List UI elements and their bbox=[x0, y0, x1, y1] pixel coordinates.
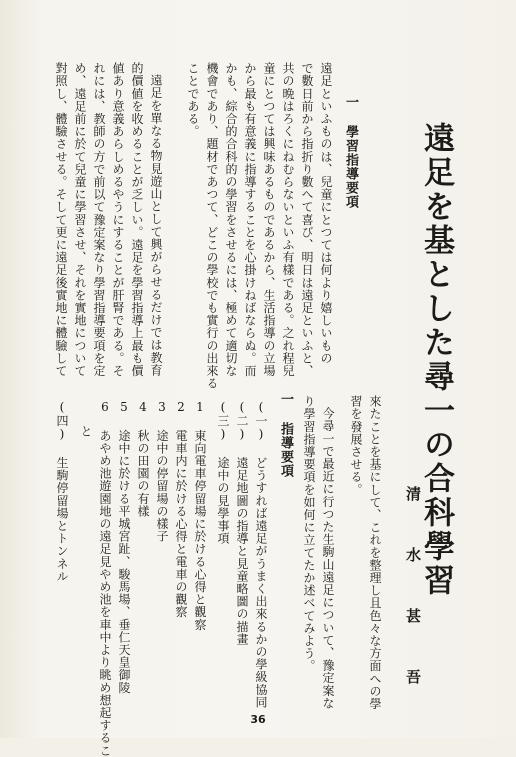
list-item: 6 あやめ池遊園地の遠足見やめ池を車中より眺め想起するこ bbox=[98, 400, 112, 757]
list-item: (三) 途中の見學事項 bbox=[216, 400, 230, 545]
body-column: 共の晩はろくにねむらないといふ有樣である。之れ程兒 bbox=[281, 62, 295, 377]
body-column: れには、教師の方で前以て豫定案なり學習指導要項を定 bbox=[92, 62, 106, 377]
list-item: 1 東向電車停留場に於ける心得と觀察 bbox=[193, 400, 207, 631]
body-column: から最も有意義に指導することを心掛けねばならぬ。而 bbox=[243, 62, 257, 377]
page-title: 遠足を基とした尋一の合科學習 bbox=[418, 122, 454, 598]
body-column: 來たことを基にして、これを整理し且色々な方面への學 bbox=[368, 395, 382, 710]
body-column: で數日前から指折り數へて喜び、明日は遠足といふと、 bbox=[300, 62, 314, 377]
body-column: ことである。 bbox=[186, 62, 200, 138]
body-column: 童にとつては興味あるものであるから、生活指導の立場 bbox=[262, 62, 276, 377]
body-column: 遠足を單なる物見遊山として興がらせるだけでは教育 bbox=[149, 74, 163, 377]
section-heading-learning-guide: 一 學習指導要項 bbox=[343, 95, 358, 209]
list-item: 3 途中の停留場の樣子 bbox=[155, 400, 169, 543]
page-number: 36 bbox=[250, 713, 266, 726]
body-column: 對照し、體驗させる。そして更に遠足後實地に體驗して bbox=[54, 62, 68, 377]
list-item: 5 途中に於ける平城宮趾、駿馬場、垂仁天皇御陵 bbox=[117, 400, 131, 694]
list-item: (二) 遠足地圖の指導と見童略圖の描畫 bbox=[235, 400, 249, 646]
body-column: 習を發展させる。 bbox=[349, 395, 363, 496]
body-column: 遠足といふものは、兒童にとつては何より嬉しいもの bbox=[319, 62, 333, 365]
body-column: り學習指導要項を如何に立てたか述べてみよう。 bbox=[302, 395, 316, 673]
list-item: (四) 生駒停留場とトンネル bbox=[55, 400, 69, 583]
list-item: 2 電車内に於ける心得と電車の觀察 bbox=[174, 400, 188, 619]
list-item: 4 秋の田園の有樣 bbox=[136, 400, 150, 518]
list-item: (一) どうすれば遠足がうまく出來るかの學級協同 bbox=[254, 400, 268, 709]
body-column: 機會であり、題材であつて、どこの學校でも實行の出來る bbox=[205, 62, 219, 390]
author-name: 清 水 甚 吾 bbox=[404, 486, 422, 698]
body-column: かも、綜合的合科的の學習をさせるには、極めて適切な bbox=[224, 62, 238, 377]
body-column: 的價値を收めることが乏しい。遠足を學習指導上最も價 bbox=[130, 62, 144, 377]
list-item: と bbox=[79, 425, 93, 438]
section-heading-guide: 一 指導要項 bbox=[278, 392, 293, 478]
body-column: め、遠足前に於て兒童に學習させ、それを實地について bbox=[73, 62, 87, 377]
body-column: 今尋一で最近に行つた生駒山遠足について、豫定案な bbox=[321, 407, 335, 710]
body-column: 値あり意義あらしめるやうにすることが肝腎である。そ bbox=[111, 62, 125, 377]
